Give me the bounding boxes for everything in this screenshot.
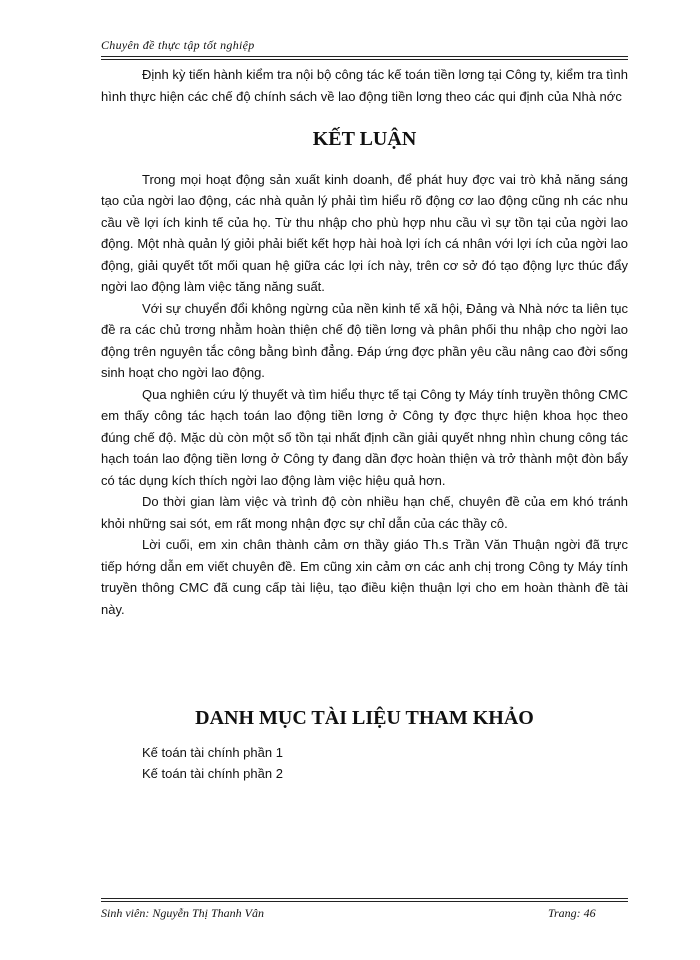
reference-item: Kế toán tài chính phần 1 [142,744,283,760]
conclusion-paragraph-3: Qua nghiên cứu lý thuyết và tìm hiểu thực tế tại Công ty Máy tính truyền thông CMC em thấy công tác hạch toán lao động tiền lơng ở Công ty đợc thực hiện khoa học theo đúng chế độ. Mặc dù còn một số tồn tại nhất định cần giải quyết nhng nhìn chung công tác hạch toán lao động tiền lơng ở Công ty đang dần đợc hoàn thiện và trở thành một đòn bẩy có tác dụng kích thích ngời lao động làm việc hiệu quả hơn. [101,386,628,488]
conclusion-paragraph-4: Do thời gian làm việc và trình độ còn nhiều hạn chế, chuyên đề của em khó tránh khỏi những sai sót, em rất mong nhận đợc sự chỉ dẫn của các thầy cô. [101,494,628,531]
footer-rule-bottom [101,901,628,902]
header-rule-top [101,56,628,57]
footer-page-number: Trang: 46 [548,906,596,920]
reference-item: Kế toán tài chính phần 2 [142,766,283,781]
header-rule-bottom [101,59,628,60]
footer-student-name: Sinh viên: Nguyễn Thị Thanh Vân [101,906,264,920]
conclusion-heading: KẾT LUẬN [312,128,417,150]
conclusion-paragraph-1: Trong mọi hoạt động sản xuất kinh doanh, để phát huy đợc vai trò khả năng sáng tạo của ngời lao động, các nhà quản lý phải tìm hiểu rõ động cơ lao động cũng nh các nhu cầu về lợi ích kinh tế của họ. Từ thu nhập cho phù hợp nhu cầu vì sự tồn tại của ngời lao động. Một nhà quản lý giỏi phải biết kết hợp hài hoà lợi ích cá nhân với lợi ích của ngời lao động, giải quyết tốt mối quan hệ giữa các lợi ích này, trên cơ sở đó tạo động lực thúc đẩy ngời lao động làm việc tăng năng suất. [101,171,628,294]
reference-list [101,742,628,785]
running-header: Chuyên đề thực tập tốt nghiệp [101,38,255,52]
intro-paragraph: Định kỳ tiến hành kiểm tra nội bộ công tác kế toán tiền lơng tại Công ty, kiểm tra tình hình thực hiện các chế độ chính sách về lao động tiền lơng theo các qui định của Nhà nớc [101,67,628,104]
references-heading: DANH MỤC TÀI LIỆU THAM KHẢO [195,707,534,729]
page-body [101,64,628,785]
conclusion-paragraph-2: Với sự chuyển đổi không ngừng của nền kinh tế xã hội, Đảng và Nhà nớc ta liên tục đề ra các chủ trơng nhằm hoàn thiện chế độ tiền lơng và phân phối thu nhập cho ngời lao động trên nguyên tắc công bằng bình đẳng. Đáp ứng đợc phần yêu cầu nâng cao đời sống sinh hoạt cho ngời lao động. [101,300,628,380]
footer-rule-top [101,898,628,899]
conclusion-paragraph-5: Lời cuối, em xin chân thành cảm ơn thầy giáo Th.s Trần Văn Thuận ngời đã trực tiếp hớng dẫn em viết chuyên đề. Em cũng xin cảm ơn các anh chị trong Công ty Máy tính truyền thông CMC đã cung cấp tài liệu, tạo điều kiện thuận lợi cho em hoàn thành đề tài này. [101,537,628,617]
